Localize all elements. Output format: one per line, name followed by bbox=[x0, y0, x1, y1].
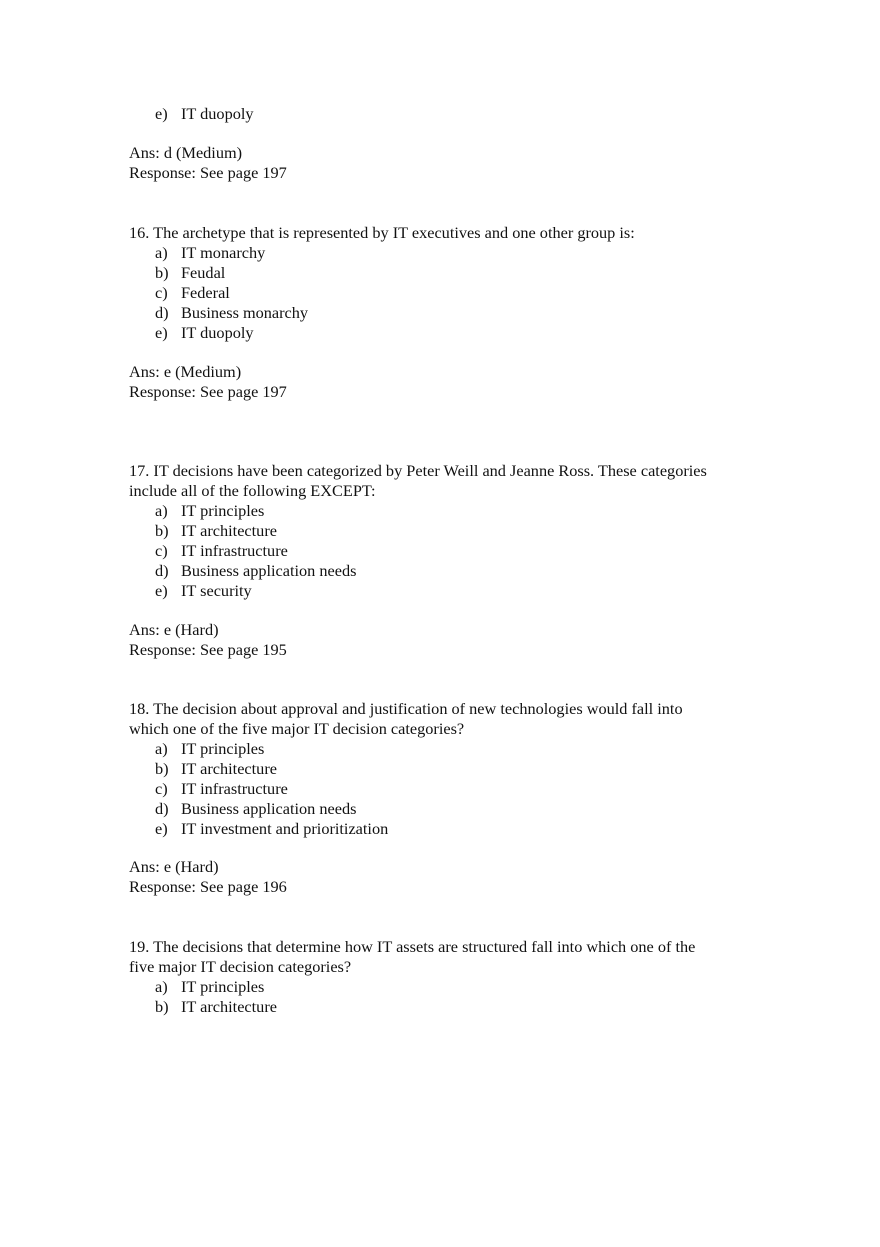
carryover-answer-block bbox=[129, 143, 769, 183]
response-line: Response: See page 195 bbox=[129, 640, 287, 659]
option-letter: b) bbox=[155, 997, 169, 1016]
question-stem: include all of the following EXCEPT: bbox=[129, 481, 376, 500]
question-stem: 18. The decision about approval and justification of new technologies would fall into bbox=[129, 699, 683, 718]
option-letter: c) bbox=[155, 283, 168, 302]
option-item bbox=[129, 581, 769, 601]
option-letter: e) bbox=[155, 581, 168, 600]
option-text: IT architecture bbox=[181, 759, 277, 778]
option-item bbox=[129, 819, 769, 839]
option-letter: d) bbox=[155, 303, 169, 322]
response-line: Response: See page 196 bbox=[129, 877, 287, 896]
option-item bbox=[129, 323, 769, 343]
option-text: IT duopoly bbox=[181, 323, 254, 342]
option-item bbox=[129, 521, 769, 541]
option-letter: c) bbox=[155, 779, 168, 798]
answer-line: Ans: e (Medium) bbox=[129, 362, 242, 381]
option-item bbox=[129, 779, 769, 799]
option-item bbox=[129, 759, 769, 779]
carryover-block bbox=[129, 104, 769, 124]
option-item bbox=[129, 561, 769, 581]
option-text: IT infrastructure bbox=[181, 541, 288, 560]
option-text: IT security bbox=[181, 581, 252, 600]
option-text: IT investment and prioritization bbox=[181, 819, 389, 838]
option-letter: e) bbox=[155, 819, 168, 838]
option-item bbox=[129, 541, 769, 561]
option-letter: e) bbox=[155, 104, 168, 123]
answer-18 bbox=[129, 857, 769, 897]
option-item bbox=[129, 303, 769, 323]
option-text: IT principles bbox=[181, 501, 265, 520]
option-item bbox=[129, 283, 769, 303]
option-letter: b) bbox=[155, 263, 169, 282]
option-item bbox=[129, 104, 769, 124]
question-stem: 16. The archetype that is represented by IT executives and one other group is: bbox=[129, 223, 635, 242]
option-text: IT monarchy bbox=[181, 243, 266, 262]
option-letter: e) bbox=[155, 323, 168, 342]
option-item bbox=[129, 997, 769, 1017]
question-stem: 17. IT decisions have been categorized by Peter Weill and Jeanne Ross. These categories bbox=[129, 461, 707, 480]
response-line: Response: See page 197 bbox=[129, 163, 287, 182]
option-item bbox=[129, 501, 769, 521]
option-text: IT duopoly bbox=[181, 104, 254, 123]
answer-line: Ans: e (Hard) bbox=[129, 857, 219, 876]
option-letter: d) bbox=[155, 799, 169, 818]
option-text: IT architecture bbox=[181, 997, 277, 1016]
option-text: IT infrastructure bbox=[181, 779, 288, 798]
option-letter: a) bbox=[155, 977, 168, 996]
option-text: Business application needs bbox=[181, 799, 357, 818]
option-text: Federal bbox=[181, 283, 230, 302]
answer-line: Ans: d (Medium) bbox=[129, 143, 243, 162]
option-item bbox=[129, 799, 769, 819]
option-text: Business monarchy bbox=[181, 303, 309, 322]
option-item bbox=[129, 263, 769, 283]
question-18 bbox=[129, 699, 769, 839]
option-text: Feudal bbox=[181, 263, 226, 282]
option-item bbox=[129, 739, 769, 759]
option-letter: b) bbox=[155, 759, 169, 778]
option-letter: b) bbox=[155, 521, 169, 540]
question-16 bbox=[129, 223, 769, 343]
option-item bbox=[129, 977, 769, 997]
question-stem: five major IT decision categories? bbox=[129, 957, 352, 976]
option-letter: c) bbox=[155, 541, 168, 560]
answer-17 bbox=[129, 620, 769, 660]
option-text: Business application needs bbox=[181, 561, 357, 580]
option-text: IT architecture bbox=[181, 521, 277, 540]
option-text: IT principles bbox=[181, 977, 265, 996]
question-stem: 19. The decisions that determine how IT assets are structured fall into which one of the bbox=[129, 937, 696, 956]
option-letter: a) bbox=[155, 501, 168, 520]
option-letter: a) bbox=[155, 739, 168, 758]
question-19 bbox=[129, 937, 769, 1017]
option-letter: d) bbox=[155, 561, 169, 580]
option-item bbox=[129, 243, 769, 263]
response-line: Response: See page 197 bbox=[129, 382, 287, 401]
answer-line: Ans: e (Hard) bbox=[129, 620, 219, 639]
answer-16 bbox=[129, 362, 769, 402]
question-stem: which one of the five major IT decision categories? bbox=[129, 719, 465, 738]
option-text: IT principles bbox=[181, 739, 265, 758]
question-17 bbox=[129, 461, 769, 601]
option-letter: a) bbox=[155, 243, 168, 262]
